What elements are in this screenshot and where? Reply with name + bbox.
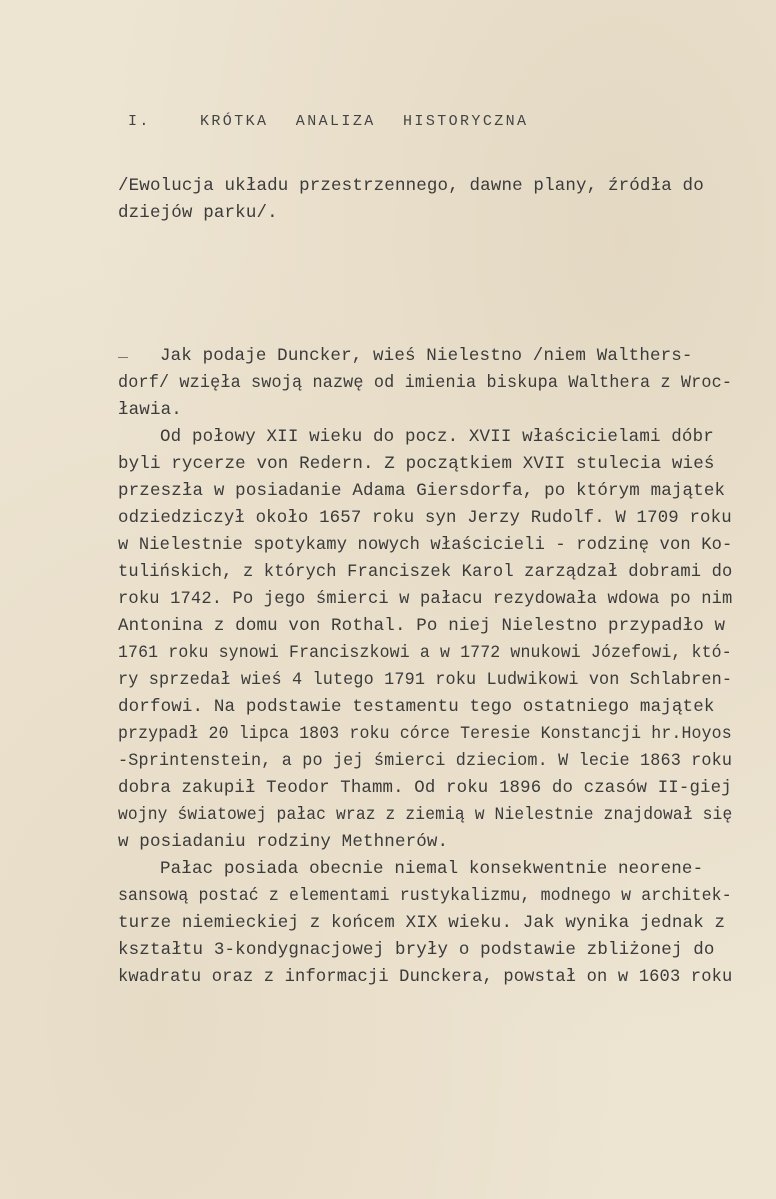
margin-mark — [118, 357, 128, 358]
body-line: dorfowi. Na podstawie testamentu tego ostatniego majątek — [118, 697, 715, 717]
body-line: dorf/ wzięła swoją nazwę od imienia biskupa Walthera z Wroc- — [118, 373, 733, 393]
body-line: wojny światowej pałac wraz z ziemią w Nielestnie znajdował się — [118, 805, 733, 825]
body-line: odziedziczył około 1657 roku syn Jerzy Rudolf. W 1709 roku — [118, 508, 732, 528]
body-line: w posiadaniu rodziny Methnerów. — [118, 832, 449, 852]
body-line: kształtu 3-kondygnacjowej bryły o podstawie zbliżonej do — [118, 940, 715, 960]
body-line: w Nielestnie spotykamy nowych właścicieli - rodzinę von Ko- — [118, 535, 733, 555]
section-title: KRÓTKA ANALIZA HISTORYCZNA — [200, 113, 529, 130]
body-line: turze niemieckiej z końcem XIX wieku. Jak wynika jednak z — [118, 913, 726, 933]
body-line: sansową postać z elementami rustykalizmu, modnego w architek- — [118, 886, 732, 906]
body-line: ry sprzedał wieś 4 lutego 1791 roku Ludwikowi von Schlabren- — [118, 670, 733, 690]
body-line: 1761 roku synowi Franciszkowi a w 1772 wnukowi Józefowi, któ- — [118, 643, 732, 663]
body-line: roku 1742. Po jego śmierci w pałacu rezydowała wdowa po nim — [118, 589, 733, 609]
body-line: dobra zakupił Teodor Thamm. Od roku 1896 do czasów II-giej — [118, 778, 732, 798]
body-line: tulińskich, z których Franciszek Karol zarządzał dobrami do — [118, 562, 733, 582]
body-line: przypadł 20 lipca 1803 roku córce Teresie Konstancji hr.Hoyos — [118, 724, 732, 744]
subtitle-line: dziejów parku/. — [118, 203, 278, 223]
body-line: Antonina z domu von Rothal. Po niej Nielestno przypadło w — [118, 616, 726, 636]
body-line: Pałac posiada obecnie niemal konsekwentnie neorene- — [160, 859, 704, 879]
body-line: przeszła w posiadanie Adama Giersdorfa, po którym majątek — [118, 481, 726, 501]
body-line: Od połowy XII wieku do pocz. XVII właścicielami dóbr — [160, 427, 714, 447]
section-numeral: I. — [128, 113, 151, 130]
subtitle-line: /Ewolucja układu przestrzennego, dawne plany, źródła do — [118, 176, 704, 196]
body-line: Jak podaje Duncker, wieś Nielestno /niem Walthers- — [160, 346, 693, 366]
body-line: ławia. — [118, 400, 182, 420]
body-line: byli rycerze von Redern. Z początkiem XVII stulecia wieś — [118, 454, 715, 474]
body-line: kwadratu oraz z informacji Dunckera, powstał on w 1603 roku — [118, 967, 733, 987]
body-line: -Sprintenstein, a po jej śmierci dzieciom. W lecie 1863 roku — [118, 751, 733, 771]
